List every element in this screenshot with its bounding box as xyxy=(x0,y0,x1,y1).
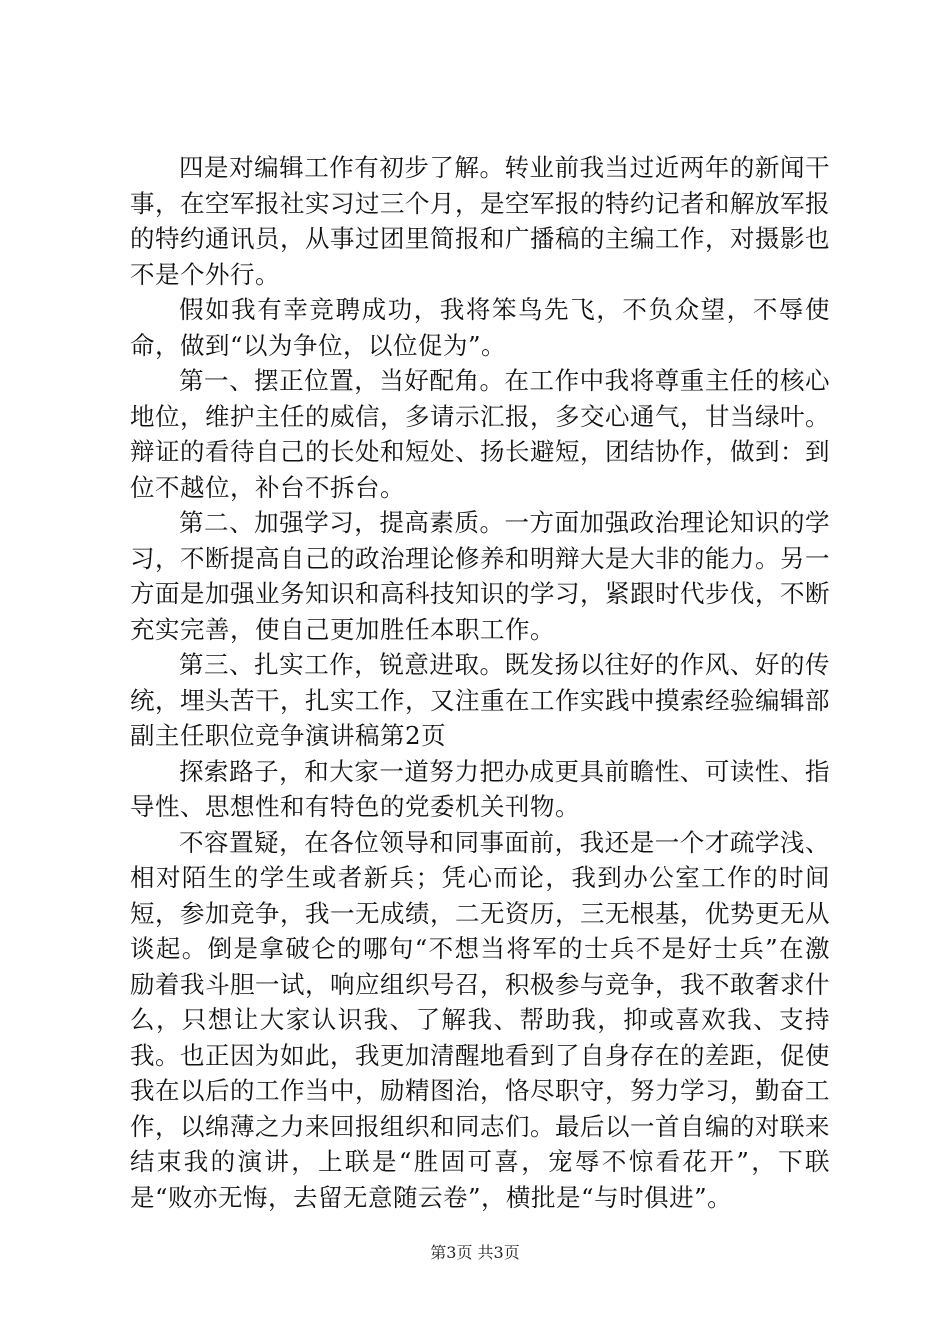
paragraph-editing-experience: 四是对编辑工作有初步了解。转业前我当过近两年的新闻干事，在空军报社实习过三个月，是空军报的特约记者和解放军报的特约通讯员，从事过团里简报和广播稿的主编工作，对摄影也不是个外行。 xyxy=(130,153,830,289)
paragraph-point-two: 第二、加强学习，提高素质。一方面加强政治理论知识的学习，不断提高自己的政治理论修养和明辩大是大非的能力。另一方面是加强业务知识和高科技知识的学习，紧跟时代步伐，不断充实完善，使自己更加胜任本职工作。 xyxy=(130,508,830,644)
paragraph-closing: 不容置疑，在各位领导和同事面前，我还是一个才疏学浅、相对陌生的学生或者新兵；凭心而论，我到办公室工作的时间短，参加竞争，我一无成绩，二无资历，三无根基，优势更无从谈起。倒是拿破仑的哪句“不想当将军的士兵不是好士兵”在激励着我斗胆一试，响应组织号召，积极参与竞争，我不敢奢求什么，只想让大家认识我、了解我、帮助我，抑或喜欢我、支持我。也正因为如此，我更加清醒地看到了自身存在的差距，促使我在以后的工作当中，励精图治，恪尽职守，努力学习，勤奋工作，以绵薄之力来回报组织和同志们。最后以一首自编的对联来结束我的演讲，上联是“胜固可喜，宠辱不惊看花开”，下联是“败亦无悔，去留无意随云卷”，横批是“与时俱进”。 xyxy=(130,827,830,1212)
paragraph-commitment: 假如我有幸竞聘成功，我将笨鸟先飞，不负众望，不辱使命，做到“以为争位，以位促为”。 xyxy=(130,295,830,360)
paragraph-point-three: 第三、扎实工作，锐意进取。既发扬以往好的作风、好的传统，埋头苦干，扎实工作，又注重在工作实践中摸索经验编辑部副主任职位竞争演讲稿第2页 xyxy=(130,650,830,750)
document-body xyxy=(130,150,830,1215)
page-footer: 第3页 共3页 xyxy=(430,1243,520,1262)
paragraph-explore-paths: 探索路子，和大家一道努力把办成更具前瞻性、可读性、指导性、思想性和有特色的党委机关刊物。 xyxy=(130,756,830,821)
paragraph-point-one: 第一、摆正位置，当好配角。在工作中我将尊重主任的核心地位，维护主任的威信，多请示汇报，多交心通气，甘当绿叶。辩证的看待自己的长处和短处、扬长避短，团结协作，做到：到位不越位，补台不拆台。 xyxy=(130,366,830,502)
